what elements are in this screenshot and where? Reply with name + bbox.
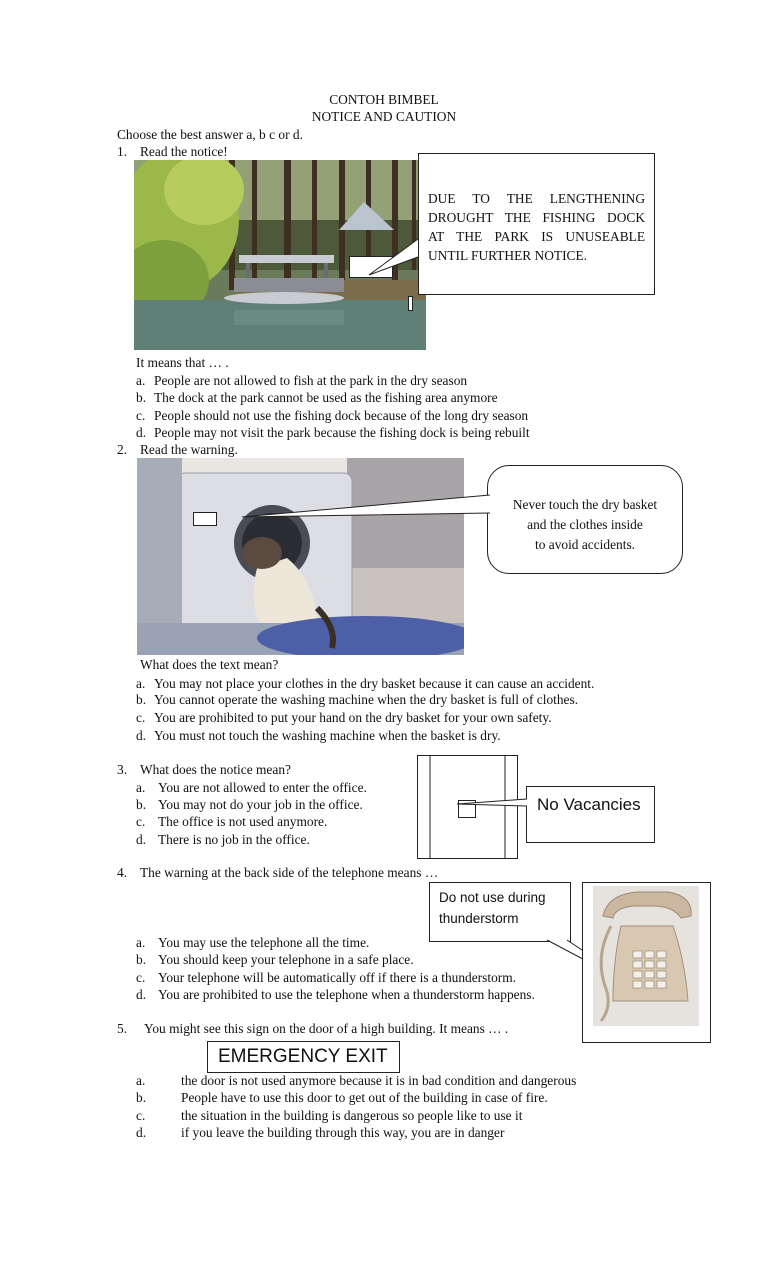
page-title: CONTOH BIMBEL (329, 92, 439, 107)
q2-option-d: You must not touch the washing machine when the basket is dry. (154, 728, 501, 743)
page-subtitle: NOTICE AND CAUTION (311, 109, 457, 124)
washing-machine-cat-image (137, 458, 464, 655)
q1-prompt: Read the notice! (140, 144, 228, 159)
q1-notice-line-2: DROUGHT THE FISHING DOCK (428, 210, 645, 225)
q1-callout-pointer (366, 237, 420, 277)
q2-warning-line-3: to avoid accidents. (534, 537, 636, 552)
q2-stem: What does the text mean? (140, 657, 279, 672)
q5-option-c-letter: c. (136, 1108, 146, 1123)
q2-warning-line-1: Never touch the dry basket (512, 497, 658, 512)
q2-prompt: Read the warning. (140, 442, 238, 457)
q4-option-c: Your telephone will be automatically off if there is a thunderstorm. (158, 970, 516, 985)
q4-option-d: You are prohibited to use the telephone when a thunderstorm happens. (158, 987, 535, 1002)
q1-number: 1. (117, 144, 128, 159)
q1-notice-line-4: UNTIL FURTHER NOTICE. (428, 248, 587, 263)
q2-option-d-letter: d. (136, 728, 147, 743)
q2-callout-pointer (240, 494, 492, 520)
q3-prompt: What does the notice mean? (140, 762, 291, 777)
q1-option-b: The dock at the park cannot be used as the fishing area anymore (154, 390, 498, 405)
q5-number: 5. (117, 1021, 128, 1036)
q3-option-b-letter: b. (136, 797, 147, 812)
q2-option-a-letter: a. (136, 676, 146, 691)
q1-option-b-letter: b. (136, 390, 147, 405)
q1-notice-line-1: DUE TO THE LENGTHENING (428, 191, 645, 206)
q3-number: 3. (117, 762, 128, 777)
q4-option-c-letter: c. (136, 970, 146, 985)
q2-warning-bubble (487, 465, 683, 574)
q5-sign-text: EMERGENCY EXIT (218, 1046, 388, 1067)
telephone-image (593, 886, 699, 1026)
q4-option-d-letter: d. (136, 987, 147, 1002)
q3-callout-pointer (455, 798, 529, 808)
q5-option-b-letter: b. (136, 1090, 147, 1105)
q3-option-b: You may not do your job in the office. (158, 797, 363, 812)
q5-option-b: People have to use this door to get out of the building in case of fire. (181, 1090, 548, 1105)
q3-option-d-letter: d. (136, 832, 147, 847)
q3-sign-text: No Vacancies (537, 795, 641, 814)
q1-post (408, 296, 413, 311)
q4-warning-line-2: thunderstorm (439, 911, 519, 926)
q4-option-b-letter: b. (136, 952, 147, 967)
q4-warning-line-1: Do not use during (439, 890, 546, 905)
q5-option-a: the door is not used anymore because it is in bad condition and dangerous (181, 1073, 577, 1088)
q5-option-c: the situation in the building is dangerous so people like to use it (181, 1108, 523, 1123)
q1-option-d: People may not visit the park because the fishing dock is being rebuilt (154, 425, 530, 440)
q3-option-a: You are not allowed to enter the office. (158, 780, 367, 795)
q3-option-c-letter: c. (136, 814, 146, 829)
q1-notice-box (418, 153, 655, 295)
q4-warning-box (429, 882, 571, 942)
q5-prompt: You might see this sign on the door of a high building. It means … . (144, 1021, 509, 1036)
q2-option-c-letter: c. (136, 710, 146, 725)
q2-warning-line-2: and the clothes inside (527, 517, 643, 532)
q2-option-a: You may not place your clothes in the dry basket because it can cause an accident. (154, 676, 595, 691)
q1-option-a: People are not allowed to fish at the park in the dry season (154, 373, 468, 388)
q3-option-a-letter: a. (136, 780, 146, 795)
q2-machine-label (193, 512, 217, 526)
instruction: Choose the best answer a, b c or d. (117, 127, 303, 142)
q4-option-a-letter: a. (136, 935, 146, 950)
q1-option-c: People should not use the fishing dock because of the long dry season (154, 408, 529, 423)
q2-number: 2. (117, 442, 128, 457)
q5-option-a-letter: a. (136, 1073, 146, 1088)
q2-option-b: You cannot operate the washing machine when the dry basket is full of clothes. (154, 692, 579, 707)
q4-option-a: You may use the telephone all the time. (158, 935, 370, 950)
q1-option-c-letter: c. (136, 408, 146, 423)
q3-notice-box (526, 786, 655, 843)
q1-notice-line-3: AT THE PARK IS UNUSEABLE (428, 229, 645, 244)
q5-option-d: if you leave the building through this way, you are in danger (181, 1125, 505, 1140)
q1-option-d-letter: d. (136, 425, 147, 440)
q5-option-d-letter: d. (136, 1125, 147, 1140)
q5-emergency-sign (207, 1041, 400, 1073)
q1-stem: It means that … . (136, 355, 229, 370)
q4-option-b: You should keep your telephone in a safe place. (158, 952, 414, 967)
q2-option-c: You are prohibited to put your hand on the dry basket for your own safety. (154, 710, 552, 725)
q2-option-b-letter: b. (136, 692, 147, 707)
q4-prompt: The warning at the back side of the telephone means … (140, 865, 439, 880)
q3-option-c: The office is not used anymore. (158, 814, 328, 829)
q1-option-a-letter: a. (136, 373, 146, 388)
q4-number: 4. (117, 865, 128, 880)
q3-option-d: There is no job in the office. (158, 832, 310, 847)
